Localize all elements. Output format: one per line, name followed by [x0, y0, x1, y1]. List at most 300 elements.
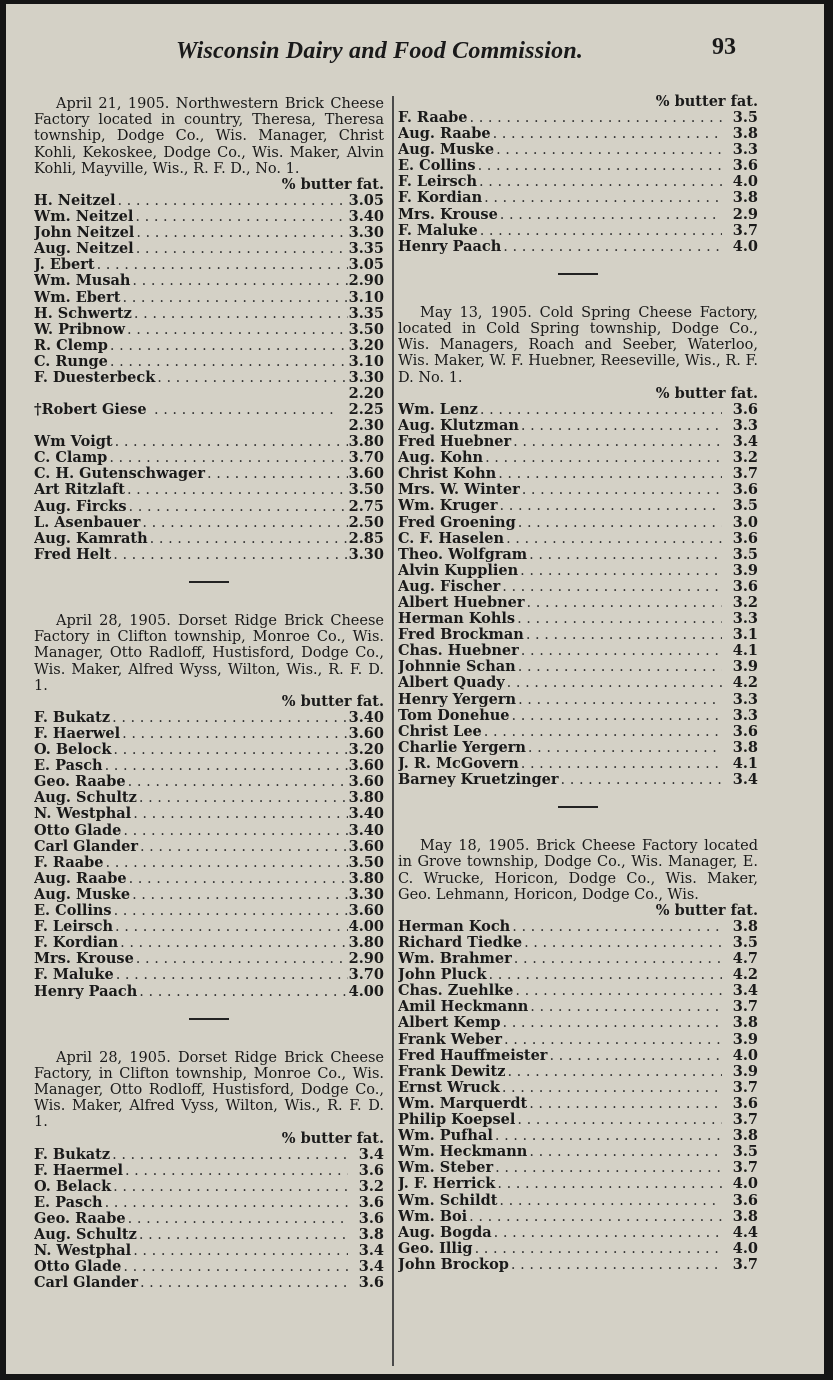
dot-leader	[509, 1257, 722, 1273]
patron-name: Ernst Wruck	[398, 1079, 500, 1096]
patron-name: Richard Tiedke	[398, 935, 523, 952]
dot-leader	[524, 627, 722, 643]
list-item	[398, 418, 758, 434]
patron-name: H. Schwertz	[34, 305, 132, 322]
dot-leader	[527, 547, 722, 563]
list-item	[398, 724, 758, 740]
butter-fat-value: 3.5	[732, 1144, 758, 1161]
list-item	[398, 1144, 758, 1160]
list-item	[398, 531, 758, 547]
patron-name: Aug. Klutzman	[398, 417, 519, 434]
patron-name: Wm. Boi	[398, 1208, 468, 1225]
butter-fat-value: 2.9	[732, 206, 758, 223]
butter-fat-value: 4.00	[348, 919, 384, 936]
list-item	[34, 370, 384, 386]
list-item	[34, 855, 384, 871]
butter-fat-value: 3.80	[348, 935, 384, 952]
butter-fat-value: 3.80	[348, 790, 384, 807]
butter-fat-value: 2.20	[348, 385, 384, 403]
factory-section	[398, 94, 758, 255]
patron-name: Philip Koepsel	[398, 1112, 516, 1129]
list-item	[34, 919, 384, 935]
dot-leader	[126, 1211, 348, 1227]
dot-leader	[500, 579, 722, 595]
dot-leader	[559, 772, 722, 788]
patron-name: Wm. Neitzel	[34, 209, 134, 226]
dot-leader	[478, 402, 722, 418]
list-item	[34, 499, 384, 515]
butter-fat-value: 2.30	[348, 417, 384, 435]
butter-fat-value: 3.60	[348, 838, 384, 855]
patron-name: Charlie Yergern	[398, 739, 526, 756]
dot-leader	[525, 595, 722, 611]
dot-leader	[133, 209, 348, 225]
list-item	[34, 273, 384, 289]
dot-leader	[498, 498, 722, 514]
butter-fat-value: 3.30	[348, 886, 384, 903]
patron-name: Chas. Zuehlke	[398, 983, 514, 1000]
dot-leader	[111, 1179, 348, 1195]
list-item	[398, 579, 758, 595]
butter-fat-value: 2.25	[348, 401, 384, 419]
list-item	[34, 774, 384, 790]
dot-leader	[498, 207, 722, 223]
butter-fat-value: 3.4	[732, 772, 758, 789]
list-item	[34, 515, 384, 531]
patron-name: Aug. Schultz	[34, 790, 137, 807]
butter-fat-value: 3.8	[732, 1015, 758, 1032]
dot-leader	[120, 726, 348, 742]
factory-description: May 18, 1905. Brick Cheese Factory located in Grove township, Dodge Co., Wis. Manager, E. C. Wrucke, Horicon, Dodge Co., Wis. Maker, Geo. Lehmann, Horicon, Dodge Co., Wis.	[398, 838, 758, 903]
patron-name: F. Duesterbeck	[34, 370, 156, 387]
dot-leader	[478, 223, 722, 239]
list-item	[398, 110, 758, 126]
butter-fat-value: 2.50	[348, 514, 384, 531]
butter-fat-value: 3.9	[732, 659, 758, 676]
list-item	[398, 919, 758, 935]
patron-name: Henry Yergern	[398, 691, 517, 708]
butter-fat-value: 4.0	[732, 238, 758, 255]
patron-name: Henry Paach	[398, 238, 502, 255]
butter-fat-value: 3.8	[358, 1227, 384, 1244]
dot-leader	[501, 1015, 723, 1031]
butter-fat-value: 3.7	[732, 999, 758, 1016]
patron-name: Wm. Pufhal	[398, 1128, 493, 1145]
butter-fat-value: 3.6	[732, 530, 758, 547]
dot-leader	[473, 1241, 722, 1257]
list-item	[34, 354, 384, 370]
patron-name: F. Raabe	[34, 854, 104, 871]
dot-leader	[115, 193, 348, 209]
butter-fat-value: 3.6	[732, 401, 758, 418]
list-item	[398, 207, 758, 223]
patron-name: Wm Voigt	[34, 434, 113, 451]
butter-fat-value: 3.4	[358, 1146, 384, 1163]
dot-leader	[137, 1227, 348, 1243]
list-item-multi-value	[34, 386, 384, 434]
butter-fat-column-heading: % butter fat.	[655, 901, 758, 919]
dot-leader	[111, 547, 348, 563]
butter-fat-value: 3.6	[358, 1194, 384, 1211]
list-item	[398, 1032, 758, 1048]
patron-name: F. Bukatz	[34, 1146, 111, 1163]
patron-name: Albert Huebner	[398, 594, 525, 611]
patron-name: E. Collins	[34, 903, 112, 920]
butter-fat-value: 4.7	[732, 951, 758, 968]
list-item	[398, 402, 758, 418]
list-item	[34, 887, 384, 903]
patron-name: Mrs. Krouse	[34, 951, 134, 968]
patron-name: F. Maluke	[34, 967, 114, 984]
butter-fat-value: 3.9	[732, 562, 758, 579]
butter-fat-value: 3.60	[348, 774, 384, 791]
list-item	[34, 1179, 384, 1195]
patron-name: Barney Kruetzinger	[398, 772, 559, 789]
factory-section	[34, 1050, 384, 1292]
list-item	[34, 290, 384, 306]
list-item	[398, 595, 758, 611]
butter-fat-value: 3.7	[732, 1079, 758, 1096]
dot-leader	[111, 742, 348, 758]
dot-leader	[520, 482, 722, 498]
list-item	[34, 903, 384, 919]
dot-leader	[205, 466, 348, 482]
factory-section	[398, 305, 758, 788]
dot-leader	[493, 1160, 722, 1176]
dot-leader	[505, 675, 722, 691]
dot-leader	[126, 774, 348, 790]
factory-section	[34, 613, 384, 1000]
list-item	[398, 1112, 758, 1128]
butter-fat-value: 3.9	[732, 1031, 758, 1048]
factory-description: April 28, 1905. Dorset Ridge Brick Cheese Factory in Clifton township, Monroe Co., Wis. Manager, Otto Radloff, Hustisford, Dodge Co., Wis. Maker, Alfred Wyss, Wilton, Wis., R. F. D. 1.	[34, 612, 384, 694]
list-item	[34, 871, 384, 887]
list-item	[398, 142, 758, 158]
butter-fat-value: 3.70	[348, 967, 384, 984]
dot-leader	[103, 1195, 348, 1211]
dot-leader	[482, 190, 722, 206]
list-item	[34, 726, 384, 742]
dot-leader	[125, 322, 348, 338]
dot-leader	[107, 450, 348, 466]
patron-name: W. Pribnow	[34, 321, 126, 338]
section-separator	[558, 806, 598, 808]
list-item	[34, 434, 384, 450]
patron-name: Fred Hauffmeister	[398, 1047, 548, 1064]
dot-leader	[516, 692, 722, 708]
dot-leader	[522, 935, 722, 951]
patron-name: E. Pasch	[34, 1194, 103, 1211]
list-item	[34, 209, 384, 225]
dot-leader	[127, 499, 348, 515]
list-item	[34, 1227, 384, 1243]
patron-name: Henry Paach	[34, 983, 138, 1000]
butter-fat-value: 4.0	[732, 174, 758, 191]
butter-fat-value: 3.8	[732, 190, 758, 207]
patron-name: F. Haermel	[34, 1162, 123, 1179]
list-item	[34, 951, 384, 967]
butter-fat-value: 3.80	[348, 870, 384, 887]
dot-leader	[467, 1209, 722, 1225]
patron-name: Wm. Marquerdt	[398, 1095, 528, 1112]
dot-leader	[527, 1144, 722, 1160]
dot-leader	[155, 370, 348, 386]
patron-name: J. Ebert	[34, 257, 95, 274]
patron-name: N. Westphal	[34, 806, 132, 823]
dot-leader	[134, 225, 348, 241]
patron-name: H. Neitzel	[34, 193, 116, 210]
dot-leader	[125, 482, 348, 498]
dot-leader	[497, 1193, 722, 1209]
butter-fat-value: 4.2	[732, 675, 758, 692]
factory-description: April 28, 1905. Dorset Ridge Brick Cheese Factory, in Clifton township, Monroe Co., Wis. Manager, Otto Rodloff, Hustisford, Dodge Co., Wis. Maker, Alfred Vyss, Wilton, Wis., R. F. D. 1.	[34, 1049, 384, 1131]
dot-leader	[516, 515, 722, 531]
patron-name: Aug. Muske	[398, 142, 495, 159]
butter-fat-column-heading: % butter fat.	[281, 692, 384, 710]
patron-name: O. Belack	[34, 1178, 112, 1195]
butter-fat-column-heading: % butter fat.	[281, 1129, 384, 1147]
butter-fat-value: 3.2	[732, 450, 758, 467]
list-item	[34, 710, 384, 726]
dot-leader	[513, 983, 722, 999]
patron-name: Amil Heckmann	[398, 999, 529, 1016]
section-separator	[558, 273, 598, 275]
section-separator	[189, 1018, 229, 1020]
butter-fat-value: 3.0	[732, 514, 758, 531]
dot-leader	[114, 967, 348, 983]
butter-fat-column-heading: % butter fat.	[281, 176, 384, 194]
patron-name: Aug. Kohn	[398, 450, 484, 467]
list-item	[398, 756, 758, 772]
section-separator	[189, 581, 229, 583]
list-item	[398, 627, 758, 643]
list-item	[398, 1176, 758, 1192]
list-item	[398, 466, 758, 482]
factory-section	[34, 96, 384, 563]
dot-leader	[527, 1096, 722, 1112]
butter-fat-value: 3.80	[348, 434, 384, 451]
dot-leader	[95, 257, 348, 273]
butter-fat-value: 4.1	[732, 755, 758, 772]
dot-leader	[482, 724, 722, 740]
patron-name: Geo. Raabe	[34, 1210, 126, 1227]
list-item	[398, 223, 758, 239]
list-item	[398, 659, 758, 675]
list-item	[398, 1128, 758, 1144]
butter-fat-value: 3.6	[358, 1162, 384, 1179]
dot-leader	[504, 531, 722, 547]
butter-fat-value: 4.00	[348, 983, 384, 1000]
patron-name: E. Pasch	[34, 758, 103, 775]
butter-fat-value: 3.20	[348, 742, 384, 759]
dot-leader	[130, 273, 348, 289]
patron-name: Tom Donehue	[398, 707, 510, 724]
list-item	[398, 643, 758, 659]
butter-fat-value: 2.75	[348, 498, 384, 515]
butter-fat-value: 3.40	[348, 209, 384, 226]
list-item	[398, 547, 758, 563]
factory-description: April 21, 1905. Northwestern Brick Cheese Factory located in country, Theresa, Theresa township, Dodge Co., Wis. Manager, Christ Kohli, Kekoskee, Dodge Co., Wis. Maker, Alvin Kohli, Mayville, Wis., R. F. D., No. 1.	[34, 96, 384, 177]
butter-fat-value: 3.6	[732, 482, 758, 499]
dot-leader	[515, 611, 722, 627]
dot-leader	[112, 903, 348, 919]
column-divider	[392, 96, 394, 1366]
patron-name: Aug. Neitzel	[34, 241, 134, 258]
butter-fat-value: 3.3	[732, 142, 758, 159]
list-item	[34, 823, 384, 839]
list-item	[34, 1259, 384, 1275]
patron-name: F. Maluke	[398, 222, 478, 239]
butter-fat-value: 3.50	[348, 321, 384, 338]
list-item	[34, 306, 384, 322]
patron-name: C. F. Haselen	[398, 530, 505, 547]
dot-leader	[137, 790, 348, 806]
patron-name: Carl Glander	[34, 1275, 138, 1292]
butter-fat-value: 3.30	[348, 225, 384, 242]
dot-leader	[138, 1275, 348, 1291]
dot-leader	[547, 1048, 722, 1064]
list-item	[34, 531, 384, 547]
patron-name: Alvin Kupplien	[398, 562, 519, 579]
dot-leader	[110, 710, 348, 726]
list-item	[398, 772, 758, 788]
patron-name: Aug. Muske	[34, 886, 131, 903]
patron-name: Fred Groening	[398, 514, 516, 531]
dot-leader	[108, 338, 348, 354]
list-item	[398, 498, 758, 514]
dot-leader	[518, 563, 722, 579]
list-item	[398, 434, 758, 450]
butter-fat-value: 3.35	[348, 241, 384, 258]
patron-name: John Neitzel	[34, 225, 135, 242]
dot-leader	[118, 935, 348, 951]
running-header: Wisconsin Dairy and Food Commission.	[176, 38, 584, 64]
dot-leader	[477, 174, 722, 190]
butter-fat-value: 3.4	[732, 434, 758, 451]
patron-name: Wm. Brahmer	[398, 951, 512, 968]
patron-name: C. Runge	[34, 353, 108, 370]
patron-name: Otto Glade	[34, 1259, 122, 1276]
patron-name: F. Haerwel	[34, 726, 121, 742]
dot-leader	[476, 158, 722, 174]
butter-fat-value: 3.8	[732, 126, 758, 143]
dot-leader	[528, 999, 722, 1015]
butter-fat-value: 3.8	[732, 918, 758, 935]
list-item	[398, 999, 758, 1015]
list-item	[34, 225, 384, 241]
dot-leader	[113, 919, 348, 935]
patron-name: John Pluck	[398, 967, 487, 984]
dot-leader	[120, 290, 348, 306]
butter-fat-value: 4.0	[732, 1047, 758, 1064]
page-number: 93	[712, 34, 736, 60]
patron-name: Albert Kemp	[398, 1015, 501, 1032]
butter-fat-value: 3.05	[348, 193, 384, 210]
butter-fat-value: 4.2	[732, 967, 758, 984]
list-item	[398, 1241, 758, 1257]
patron-name: Aug. Bogda	[398, 1224, 492, 1241]
patron-name: J. R. McGovern	[398, 755, 519, 772]
butter-fat-value: 3.6	[358, 1275, 384, 1292]
dot-leader	[108, 354, 348, 370]
dot-leader	[516, 659, 722, 675]
dot-leader	[131, 806, 348, 822]
list-item	[34, 257, 384, 273]
butter-fat-value: 3.5	[732, 110, 758, 126]
dot-leader	[121, 1259, 348, 1275]
list-item	[398, 482, 758, 498]
list-item	[34, 839, 384, 855]
butter-fat-value: 3.8	[732, 1208, 758, 1225]
list-item	[34, 1195, 384, 1211]
patron-name: Wm. Kruger	[398, 498, 498, 515]
dot-leader	[138, 839, 348, 855]
butter-fat-value: 3.6	[732, 723, 758, 740]
patron-name: Carl Glander	[34, 838, 138, 855]
dot-leader	[496, 466, 722, 482]
dot-leader	[512, 951, 722, 967]
list-item	[34, 547, 384, 563]
patron-name: Chas. Huebner	[398, 643, 519, 660]
butter-fat-value: 3.5	[732, 935, 758, 952]
list-item	[398, 967, 758, 983]
butter-fat-value: 3.8	[732, 1128, 758, 1145]
patron-name: Aug. Fircks	[34, 498, 127, 515]
dot-leader	[505, 1064, 722, 1080]
patron-name: Geo. Illig	[398, 1240, 473, 1257]
patron-name: Otto Glade	[34, 822, 122, 839]
list-item	[398, 692, 758, 708]
patron-name: C. H. Gutenschwager	[34, 466, 205, 483]
dot-leader	[132, 306, 348, 322]
patron-name: Christ Kohn	[398, 466, 497, 483]
dot-leader	[467, 110, 722, 126]
dot-leader	[493, 1128, 722, 1144]
list-item	[398, 611, 758, 627]
patron-name: Geo. Raabe	[34, 774, 126, 791]
butter-fat-value: 3.40	[348, 822, 384, 839]
butter-fat-value: 3.6	[732, 158, 758, 175]
butter-fat-value: 3.9	[732, 1063, 758, 1080]
patron-name: Fred Helt	[34, 546, 112, 563]
butter-fat-value: 3.50	[348, 482, 384, 499]
list-item	[398, 1193, 758, 1209]
butter-fat-value: 3.2	[358, 1178, 384, 1195]
dot-leader	[492, 1225, 722, 1241]
butter-fat-value: 4.4	[732, 1224, 758, 1241]
butter-fat-value: 2.85	[348, 530, 384, 547]
list-item	[398, 1160, 758, 1176]
list-item	[34, 322, 384, 338]
list-item	[398, 951, 758, 967]
patron-name: E. Collins	[398, 158, 476, 175]
dot-leader	[494, 142, 722, 158]
butter-fat-value: 3.60	[348, 758, 384, 775]
dot-leader	[502, 1032, 722, 1048]
butter-fat-column-heading: % butter fat.	[655, 93, 758, 110]
list-item	[34, 742, 384, 758]
patron-name: Fred Brockman	[398, 627, 524, 644]
list-item	[34, 1275, 384, 1291]
list-item	[398, 563, 758, 579]
list-item	[34, 790, 384, 806]
list-item	[34, 984, 384, 1000]
list-item	[398, 1257, 758, 1273]
butter-fat-value: 3.6	[358, 1210, 384, 1227]
patron-name: Mrs. W. Winter	[398, 482, 520, 499]
list-item	[398, 515, 758, 531]
list-item	[398, 1080, 758, 1096]
